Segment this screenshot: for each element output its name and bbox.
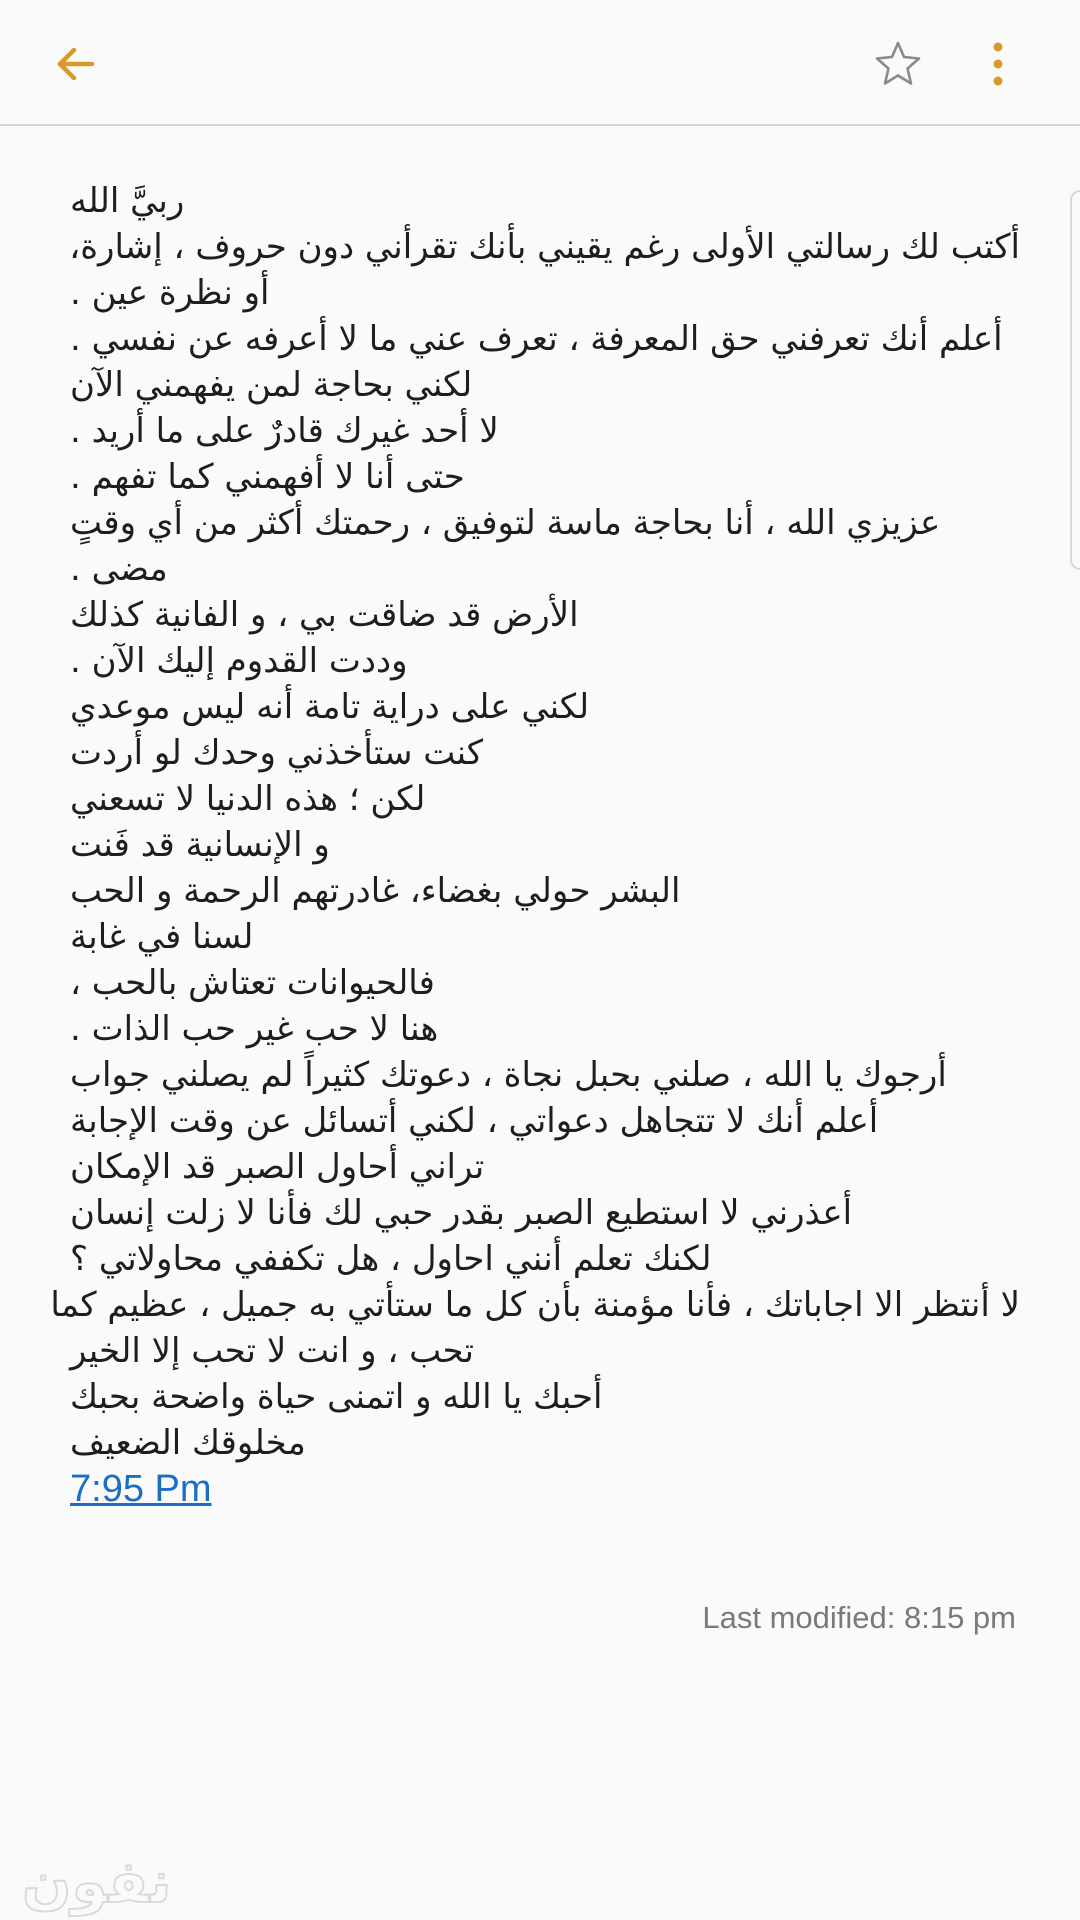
note-line: تحب ، و انت لا تحب إلا الخير — [70, 1331, 474, 1371]
scroll-indicator[interactable] — [1070, 190, 1080, 570]
note-line: أحبك يا الله و اتمنى حياة واضحة بحبك — [70, 1377, 603, 1417]
note-line: مخلوقك الضعيف — [70, 1423, 306, 1463]
note-body[interactable] — [50, 178, 1020, 1466]
note-line: أرجوك يا الله ، صلني بحبل نجاة ، دعوتك كثيراً لم يصلني جواب — [70, 1055, 947, 1095]
favorite-button[interactable] — [862, 28, 934, 100]
note-line: لكني بحاجة لمن يفهمني الآن — [70, 365, 473, 405]
note-line: هنا لا حب غير حب الذات . — [70, 1009, 439, 1049]
note-line: و الإنسانية قد فَنت — [70, 825, 330, 865]
note-line: البشر حولي بغضاء، غادرتهم الرحمة و الحب — [70, 871, 681, 911]
note-line: لكني على دراية تامة أنه ليس موعدي — [70, 687, 590, 727]
more-options-button[interactable] — [962, 28, 1034, 100]
note-line: لكنك تعلم أنني احاول ، هل تكففي محاولاتي ؟ — [70, 1239, 712, 1279]
note-line: أعذرني لا استطيع الصبر بقدر حبي لك فأنا لا زلت إنسان — [70, 1193, 853, 1233]
note-line: أكتب لك رسالتي الأولى رغم يقيني بأنك تقرأني دون حروف ، إشارة، — [69, 227, 1020, 267]
note-line: تراني أحاول الصبر قد الإمكان — [70, 1147, 485, 1187]
note-line: أعلم أنك تعرفني حق المعرفة ، تعرف عني ما لا أعرفه عن نفسي . — [70, 319, 1003, 359]
note-line: وددت القدوم إليك الآن . — [70, 641, 408, 681]
note-line: الأرض قد ضاقت بي ، و الفانية كذلك — [70, 595, 579, 635]
note-line: لا أحد غيرك قادرٌ على ما أريد . — [70, 411, 499, 451]
note-line: حتى أنا لا أفهمني كما تفهم . — [70, 457, 465, 497]
top-app-bar — [0, 0, 1080, 126]
note-line: أعلم أنك لا تتجاهل دعواتي ، لكني أتسائل عن وقت الإجابة — [70, 1101, 879, 1141]
note-line: فالحيوانات تعتاش بالحب ، — [70, 963, 435, 1003]
note-line: عزيزي الله ، أنا بحاجة ماسة لتوفيق ، رحمتك أكثر من أي وقتٍ — [70, 503, 941, 543]
back-button[interactable] — [40, 28, 112, 100]
arrow-back-icon — [52, 40, 100, 88]
star-outline-icon — [873, 39, 923, 89]
note-line: لكن ؛ هذه الدنيا لا تسعني — [70, 779, 426, 819]
watermark-logo: نفون — [22, 1848, 172, 1916]
last-modified-label: Last modified: 8:15 pm — [702, 1600, 1016, 1635]
note-line: مضى . — [70, 549, 168, 589]
time-link[interactable]: 7:95 Pm — [70, 1468, 212, 1510]
note-line: كنت ستأخذني وحدك لو أردت — [70, 733, 484, 773]
note-line: ربيَّ الله — [70, 181, 185, 221]
note-line: لا أنتظر الا اجاباتك ، فأنا مؤمنة بأن كل ما ستأتي به جميل ، عظيم كما — [50, 1285, 1020, 1325]
note-line: لسنا في غابة — [70, 917, 254, 957]
note-line: أو نظرة عين . — [70, 273, 270, 313]
more-vertical-icon — [988, 39, 1008, 89]
